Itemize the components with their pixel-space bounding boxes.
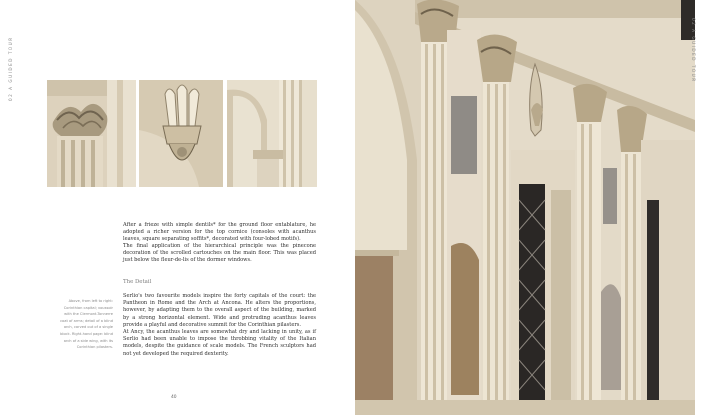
thumbnail-capital	[47, 80, 136, 187]
running-head-right: 02 A GUIDED TOUR	[691, 18, 696, 83]
body-paragraph-1: After a frieze with simple dentils* for the ground floor entablature, he adopted a richer version for the top cornice (consoles with acanthus leaves, square separating soffits*, decorated with four-lobed motifs).	[123, 222, 316, 243]
running-head-left: 02 A GUIDED TOUR	[8, 36, 13, 101]
body-paragraph-2: The final application of the hierarchical principle was the pinecone decoration of the scrolled cartouches on the main floor. This was placed just below the fleur-de-lis of the dormer windows.	[123, 243, 316, 264]
subheading: The Detail	[123, 279, 152, 285]
facade-photo	[355, 0, 695, 415]
thumbnail-blind-arch	[227, 80, 317, 187]
right-page	[355, 0, 709, 415]
image-caption: Above, from left to right: Corinthian capital; voussoir with the Clermont-Tonnerre coat of arms; detail of a blind arch, carved out of a single block. Right-hand page: blind arch of a side wing, with its Corinthian pilasters.	[60, 299, 113, 350]
thumbnail-voussoir	[139, 80, 223, 187]
page-number: 40	[171, 395, 177, 400]
body-paragraph-3: Serlio's two favourite models inspire the forty capitals of the court: the Pantheon in Rome and the Arch at Ancona. He alters the proportions, however, by adapting them to the overall aspect of the building, marked by a strong horizontal element. Wide and protruding acanthus leaves provide a playful and decorative summit for the Corinthian pilasters.	[123, 293, 316, 328]
body-paragraph-4: At Ancy, the acanthus leaves are somewhat dry and lacking in unity, as if Serlio had been unable to impose the throbbing vitality of the Italian models, despite the guidance of scale models. The French sculptors had not yet developed the required dexterity.	[123, 329, 316, 357]
